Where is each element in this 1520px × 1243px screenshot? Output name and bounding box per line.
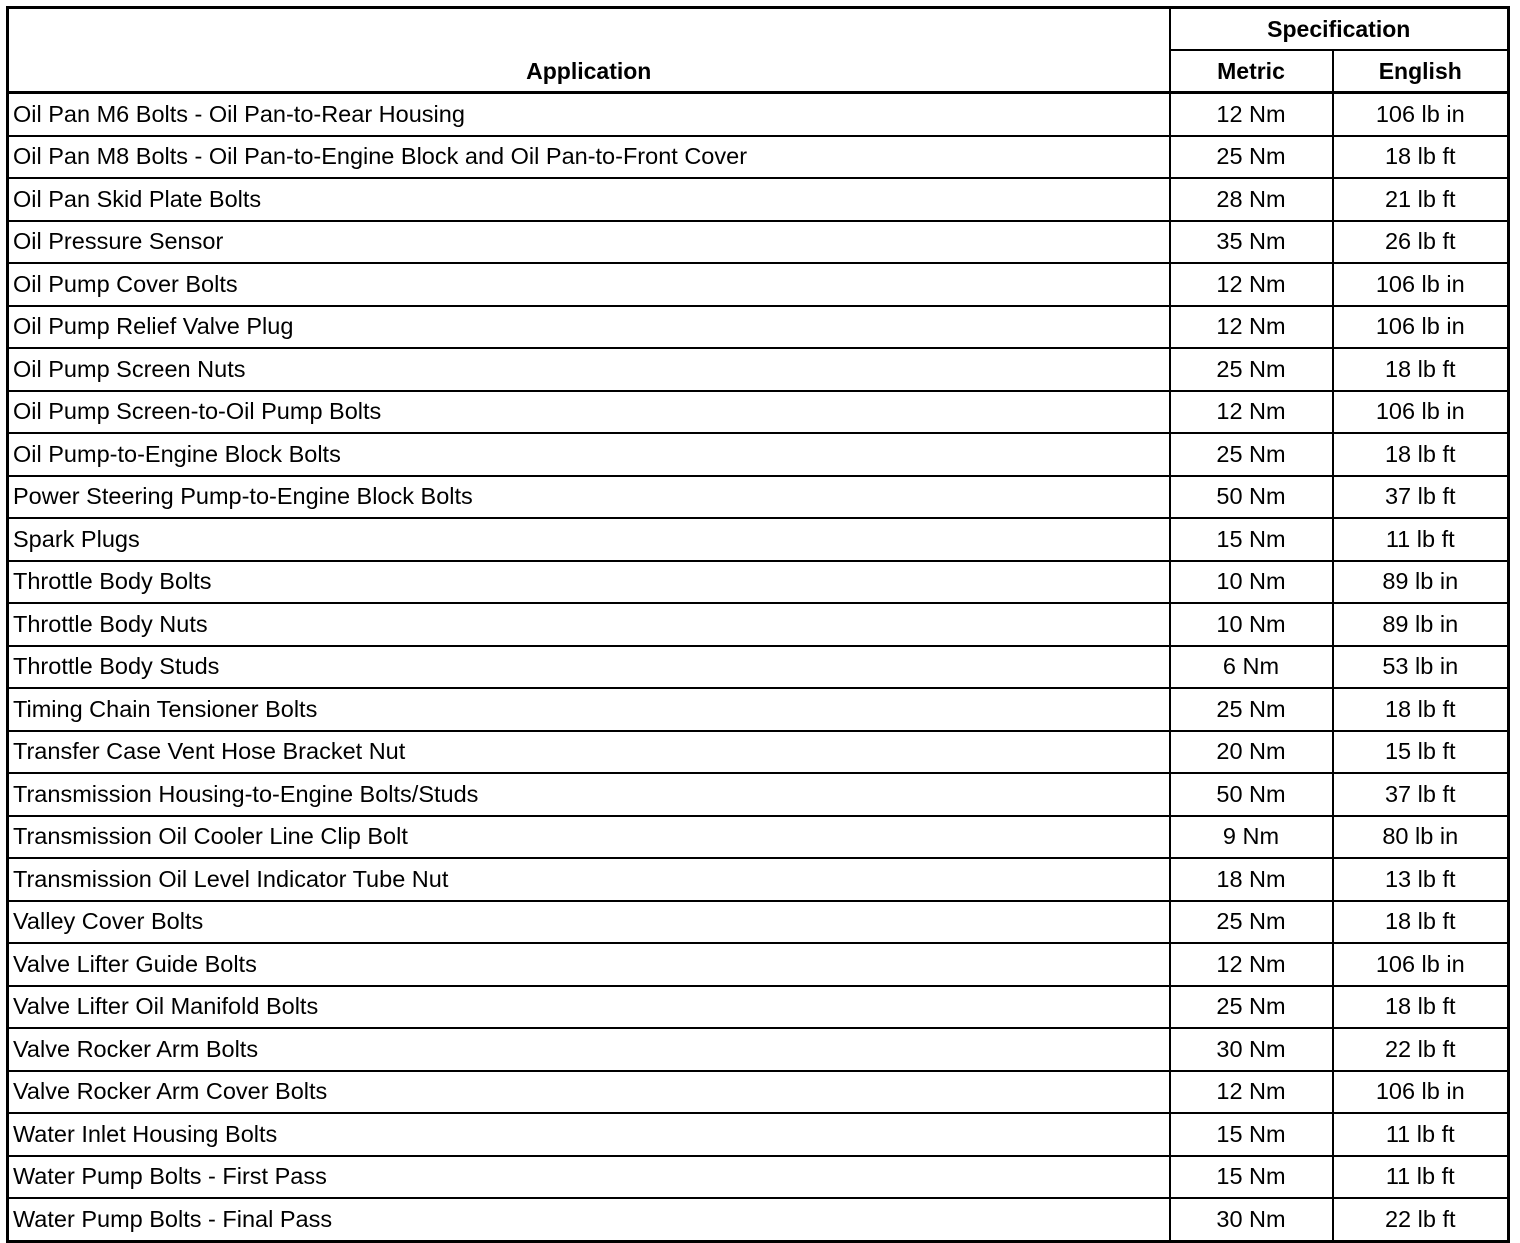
application-cell: Throttle Body Bolts [8,561,1170,604]
english-cell: 18 lb ft [1333,136,1509,179]
metric-cell: 12 Nm [1170,943,1333,986]
metric-cell: 28 Nm [1170,178,1333,221]
metric-cell: 25 Nm [1170,688,1333,731]
table-row [8,773,1509,816]
metric-cell: 18 Nm [1170,858,1333,901]
table-row [8,603,1509,646]
table-row [8,688,1509,731]
english-cell: 106 lb in [1333,1071,1509,1114]
english-cell: 21 lb ft [1333,178,1509,221]
torque-spec-table [6,6,1510,1243]
application-cell: Oil Pan Skid Plate Bolts [8,178,1170,221]
metric-cell: 12 Nm [1170,1071,1333,1114]
english-cell: 11 lb ft [1333,1156,1509,1199]
table-row [8,943,1509,986]
spec-table-container [6,6,1510,1243]
table-row [8,433,1509,476]
application-cell: Oil Pump Screen-to-Oil Pump Bolts [8,391,1170,434]
english-cell: 18 lb ft [1333,433,1509,476]
application-cell: Oil Pump-to-Engine Block Bolts [8,433,1170,476]
metric-cell: 25 Nm [1170,986,1333,1029]
application-cell: Oil Pan M8 Bolts - Oil Pan-to-Engine Block and Oil Pan-to-Front Cover [8,136,1170,179]
header-row-top [8,8,1509,51]
table-row [8,136,1509,179]
english-cell: 26 lb ft [1333,221,1509,264]
table-row [8,391,1509,434]
application-cell: Spark Plugs [8,518,1170,561]
metric-cell: 12 Nm [1170,391,1333,434]
application-cell: Oil Pump Screen Nuts [8,348,1170,391]
table-row [8,1071,1509,1114]
metric-cell: 12 Nm [1170,263,1333,306]
english-cell: 37 lb ft [1333,773,1509,816]
english-cell: 18 lb ft [1333,348,1509,391]
table-row [8,1113,1509,1156]
application-cell: Oil Pump Cover Bolts [8,263,1170,306]
metric-cell: 30 Nm [1170,1028,1333,1071]
table-row [8,646,1509,689]
metric-cell: 12 Nm [1170,93,1333,136]
english-cell: 11 lb ft [1333,518,1509,561]
table-row [8,561,1509,604]
table-row [8,901,1509,944]
application-cell: Throttle Body Studs [8,646,1170,689]
application-cell: Water Pump Bolts - First Pass [8,1156,1170,1199]
table-row [8,986,1509,1029]
application-cell: Valve Rocker Arm Cover Bolts [8,1071,1170,1114]
english-cell: 89 lb in [1333,561,1509,604]
metric-cell: 30 Nm [1170,1198,1333,1241]
application-cell: Oil Pan M6 Bolts - Oil Pan-to-Rear Housing [8,93,1170,136]
application-cell: Valve Lifter Oil Manifold Bolts [8,986,1170,1029]
table-row [8,518,1509,561]
metric-cell: 35 Nm [1170,221,1333,264]
table-row [8,178,1509,221]
application-cell: Transmission Oil Level Indicator Tube Nut [8,858,1170,901]
metric-cell: 25 Nm [1170,901,1333,944]
english-cell: 106 lb in [1333,943,1509,986]
table-row [8,816,1509,859]
table-row [8,221,1509,264]
english-cell: 106 lb in [1333,263,1509,306]
table-row [8,476,1509,519]
english-cell: 11 lb ft [1333,1113,1509,1156]
header-specification: Specification [1170,8,1509,51]
english-cell: 13 lb ft [1333,858,1509,901]
application-cell: Timing Chain Tensioner Bolts [8,688,1170,731]
english-cell: 106 lb in [1333,93,1509,136]
application-cell: Water Pump Bolts - Final Pass [8,1198,1170,1241]
metric-cell: 6 Nm [1170,646,1333,689]
metric-cell: 50 Nm [1170,476,1333,519]
english-cell: 106 lb in [1333,306,1509,349]
metric-cell: 12 Nm [1170,306,1333,349]
english-cell: 18 lb ft [1333,901,1509,944]
application-cell: Valve Lifter Guide Bolts [8,943,1170,986]
table-row [8,348,1509,391]
metric-cell: 25 Nm [1170,136,1333,179]
english-cell: 22 lb ft [1333,1198,1509,1241]
table-row [8,1156,1509,1199]
application-cell: Oil Pressure Sensor [8,221,1170,264]
application-cell: Valve Rocker Arm Bolts [8,1028,1170,1071]
english-cell: 80 lb in [1333,816,1509,859]
english-cell: 37 lb ft [1333,476,1509,519]
metric-cell: 10 Nm [1170,561,1333,604]
header-english: English [1333,50,1509,93]
metric-cell: 15 Nm [1170,518,1333,561]
header-metric: Metric [1170,50,1333,93]
table-row [8,1198,1509,1241]
application-cell: Power Steering Pump-to-Engine Block Bolts [8,476,1170,519]
application-cell: Water Inlet Housing Bolts [8,1113,1170,1156]
application-cell: Transmission Oil Cooler Line Clip Bolt [8,816,1170,859]
english-cell: 106 lb in [1333,391,1509,434]
table-row [8,1028,1509,1071]
metric-cell: 15 Nm [1170,1113,1333,1156]
metric-cell: 20 Nm [1170,731,1333,774]
table-body [8,93,1509,1242]
metric-cell: 9 Nm [1170,816,1333,859]
application-cell: Transmission Housing-to-Engine Bolts/Studs [8,773,1170,816]
table-row [8,93,1509,136]
table-row [8,731,1509,774]
table-row [8,263,1509,306]
metric-cell: 50 Nm [1170,773,1333,816]
english-cell: 15 lb ft [1333,731,1509,774]
application-cell: Throttle Body Nuts [8,603,1170,646]
english-cell: 53 lb in [1333,646,1509,689]
table-row [8,306,1509,349]
english-cell: 18 lb ft [1333,986,1509,1029]
metric-cell: 15 Nm [1170,1156,1333,1199]
table-row [8,858,1509,901]
application-cell: Oil Pump Relief Valve Plug [8,306,1170,349]
english-cell: 89 lb in [1333,603,1509,646]
application-cell: Valley Cover Bolts [8,901,1170,944]
english-cell: 18 lb ft [1333,688,1509,731]
metric-cell: 25 Nm [1170,348,1333,391]
metric-cell: 10 Nm [1170,603,1333,646]
header-application: Application [8,8,1170,93]
english-cell: 22 lb ft [1333,1028,1509,1071]
application-cell: Transfer Case Vent Hose Bracket Nut [8,731,1170,774]
metric-cell: 25 Nm [1170,433,1333,476]
